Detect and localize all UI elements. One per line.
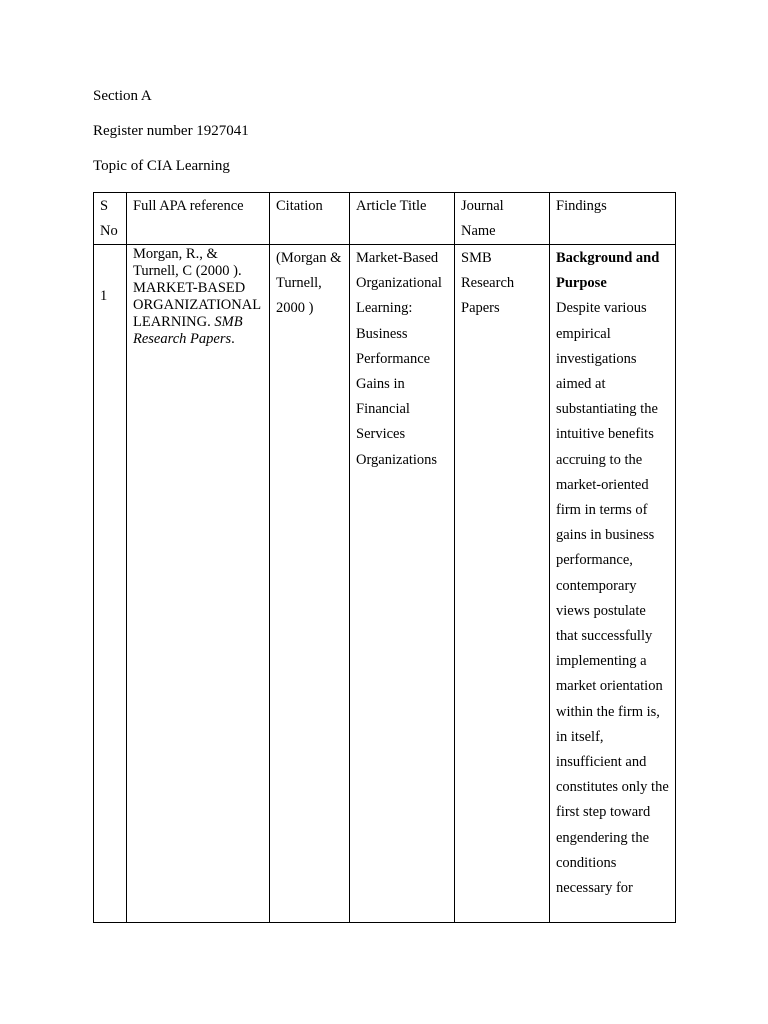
reference-table: [93, 192, 676, 923]
header-apa-reference: Full APA reference: [127, 193, 270, 245]
findings-heading: Background and Purpose: [556, 250, 660, 292]
apa-reference-journal: SMB Research Papers: [133, 314, 243, 347]
findings-text: Despite various empirical investigations aimed at substantiating the intuitive benefits accruing to the market-oriented firm in terms of gains in business performance, contemporary views postulate that successfully implementing a market orientation within the firm is, in itself, insufficient and constitutes only the first step toward engendering the conditions necessary for: [556, 300, 669, 897]
header-sno-line2: No: [100, 223, 118, 239]
row-journal-name: SMB Research Papers: [455, 245, 550, 923]
row-findings: [550, 245, 676, 923]
row-article-title: Market-Based Organizational Learning: Business Performance Gains in Financial Services Organizations: [350, 245, 455, 923]
apa-reference-text: Morgan, R., & Turnell, C (2000 ). MARKET-BASED ORGANIZATIONAL LEARNING.: [133, 246, 261, 330]
header-sno: [94, 193, 127, 245]
topic-label: Topic of CIA Learning: [93, 158, 230, 174]
header-journal-name: [455, 193, 550, 245]
section-label: Section A: [93, 88, 152, 104]
row-sno: [94, 245, 127, 923]
header-article-title: Article Title: [350, 193, 455, 245]
header-findings: Findings: [550, 193, 676, 245]
register-number: Register number 1927041: [93, 123, 249, 139]
row-citation: (Morgan & Turnell, 2000 ): [270, 245, 350, 923]
table-row: [94, 245, 676, 923]
header-journal-line1: Journal: [461, 198, 504, 214]
row-sno-value: 1: [100, 288, 108, 304]
header-journal-line2: Name: [461, 223, 496, 239]
header-citation: Citation: [270, 193, 350, 245]
row-apa-reference: [127, 245, 270, 923]
header-sno-line1: S: [100, 198, 109, 214]
apa-reference-end: .: [231, 331, 235, 347]
table-header-row: [94, 193, 676, 245]
